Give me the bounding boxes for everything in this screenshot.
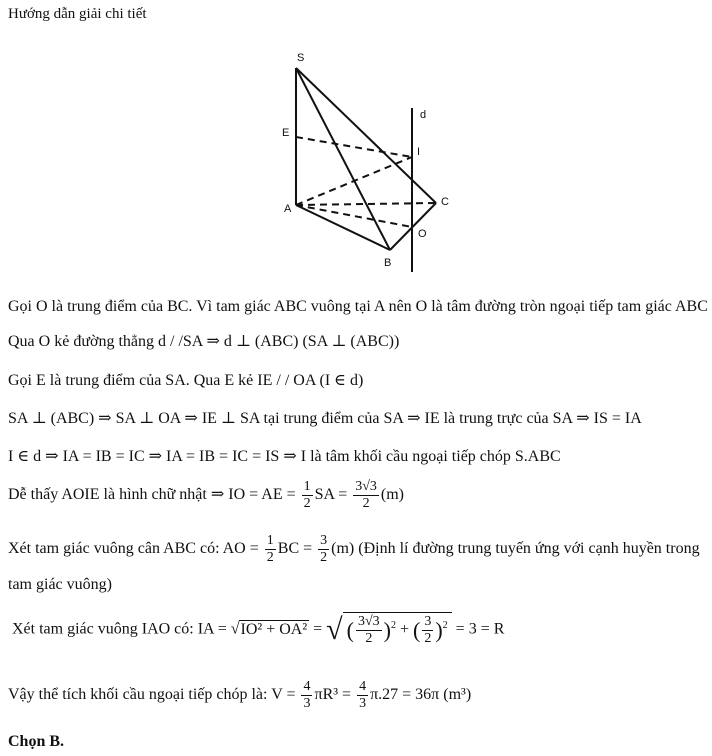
label-c: C [441, 196, 449, 208]
line-4: SA ⊥ (ABC) ⇒ SA ⊥ OA ⇒ IE ⊥ SA tại trung điểm của SA ⇒ IE là trung trực của SA ⇒ IS = IA [8, 410, 642, 427]
heading: Hướng dẫn giải chi tiết [8, 6, 147, 22]
dash-ei [296, 137, 412, 157]
answer: Chọn B. [8, 733, 65, 750]
label-i: I [417, 146, 421, 158]
line-8: Xét tam giác vuông IAO có: IA = √IO² + OA² = √ ( $\frac{3√3}{2}$ )$^2$ + ( $\frac{3}{2}$ )$^2$ = 3 = R [12, 613, 505, 646]
edge-sc [296, 68, 436, 203]
label-o: O [418, 228, 427, 240]
edge-ab [296, 205, 390, 250]
line-1: Gọi O là trung điểm của BC. Vì tam giác ABC vuông tại A nên O là tâm đường tròn ngoại tiếp tam giác ABC [8, 298, 708, 315]
geometry-figure [0, 0, 712, 290]
line-2: Qua O kẻ đường thẳng d / /SA ⇒ d ⊥ (ABC) (SA ⊥ (ABC)) [8, 333, 400, 350]
label-d: d [420, 109, 427, 121]
dash-ao [296, 205, 412, 227]
label-a: A [284, 203, 292, 215]
line-6: Dễ thấy AOIE là hình chữ nhật ⇒ IO = AE = $\frac{1}{2}$ SA = $\frac{3√3}{2}$ (m) [8, 479, 405, 511]
label-s: S [297, 52, 305, 64]
line-9: Vậy thể tích khối cầu ngoại tiếp chóp là: V = $\frac{4}{3}$ πR³ = $\frac{4}{3}$ π.27 = 36π (m³) [8, 679, 472, 711]
line-7b: tam giác vuông) [8, 576, 112, 593]
line-7: Xét tam giác vuông cân ABC có: AO = $\frac{1}{2}$ BC = $\frac{3}{2}$ (m) (Định lí đường trung tuyến ứng với cạnh huyền trong [8, 533, 700, 565]
line-5: I ∈ d ⇒ IA = IB = IC ⇒ IA = IB = IC = IS ⇒ I là tâm khối cầu ngoại tiếp chóp S.ABC [8, 448, 561, 465]
edge-sb [296, 68, 390, 250]
line-3: Gọi E là trung điểm của SA. Qua E kẻ IE / / OA (I ∈ d) [8, 372, 364, 389]
label-b: B [384, 257, 392, 269]
label-e: E [282, 127, 290, 139]
